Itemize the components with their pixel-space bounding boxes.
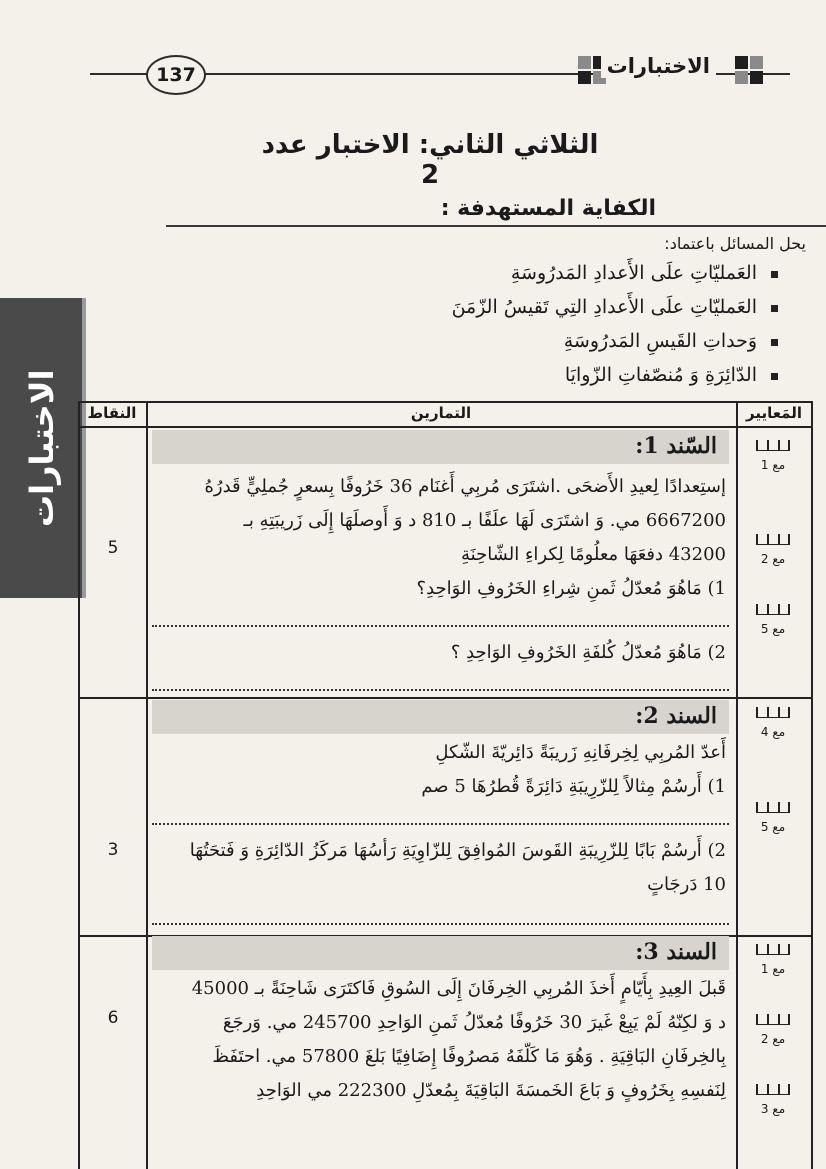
bullet-square-icon	[771, 339, 778, 346]
score-boxes	[756, 944, 790, 955]
sanad-2-points: 3	[107, 840, 119, 860]
criterion-box: مع 3	[738, 1080, 808, 1116]
sanad-1-points: 5	[107, 538, 119, 558]
table-row-rule	[78, 697, 813, 699]
table-header-rule	[78, 426, 813, 428]
sanad-2-line: أَعدّ المُربِي لِخِرفَانِهِ زَريبَةً دَائِريّةَ الشّكلِ	[435, 742, 726, 763]
competence-intro: يحل المسائل باعتماد:	[664, 234, 806, 253]
sanad-1-line: 43200 دفعَهَا معلُومًا لِكراءِ الشّاحِنَةِ	[460, 544, 726, 565]
answer-line	[152, 688, 729, 691]
competence-bullet: الدّائِرَةِ وَ مُنصّفاتِ الزّوايَا	[565, 364, 778, 386]
sanad-1-question: 1) مَاهُوَ مُعدّلُ ثَمنِ شِراءِ الخَرُوفِ الوَاحِدِ؟	[416, 578, 726, 599]
score-boxes	[756, 707, 790, 718]
bullet-square-icon	[771, 271, 778, 278]
sanad-3-points: 6	[107, 1008, 119, 1028]
criterion-box: مع 1	[738, 940, 808, 976]
table-column-divider	[146, 401, 148, 1169]
page-title: الثلاثي الثاني: الاختبار عدد 2	[261, 130, 599, 190]
sanad-1-line: إستِعدادًا لِعيدِ الأَضحَى .اشتَرَى مُربِي أَغنَام 36 خَرُوفًا بِسعرٍ جُملِيٍّ قَدرُهُ	[204, 476, 726, 497]
competence-heading: الكفاية المستهدفة :	[440, 196, 656, 221]
competence-bullet: العَمليّاتِ علَى الأَعدادِ المَدرُوسَةِ	[511, 262, 778, 284]
column-header-criteria: المَعايير	[745, 404, 802, 422]
criterion-box: مع 1	[738, 436, 808, 472]
sanad-1-line: 6667200 مي. وَ اشتَرَى لَهَا علَفًا بـ 810 د وَ أَوصلَهَا إِلَى زَريبَتِهِ بـ	[243, 510, 726, 531]
sanad-3-line: قَبلَ العِيدِ بِأَيّامٍ أَخذَ المُربِي الخِرفَانَ إِلَى السُوقِ فَاكتَرَى شَاحِنَةً بـ 45000	[191, 978, 726, 999]
sanad-3-title: السند 3:	[635, 939, 717, 965]
sanad-3-line: بِالخِرفَانِ البَاقِيَةِ . وَهُوَ مَا كَلّفَهُ مَصرُوفًا إِضَافِيًا بَلغَ 57800 مي. احتَفَظَ	[212, 1046, 726, 1067]
column-header-points: النقاط	[87, 404, 137, 422]
sanad-1-title-bar	[152, 430, 729, 464]
criterion-box: مع 4	[738, 703, 808, 739]
bullet-square-icon	[771, 373, 778, 380]
bullet-square-icon	[771, 305, 778, 312]
answer-line	[152, 822, 729, 825]
criterion-box: مع 2	[738, 1010, 808, 1046]
header-section-title: الاختبارات	[601, 54, 716, 78]
page-number: 137	[146, 55, 206, 95]
competence-bullet: وَحداتِ القَيسِ المَدرُوسَةِ	[564, 330, 778, 352]
score-boxes	[756, 1084, 790, 1095]
score-boxes	[756, 604, 790, 615]
table-column-divider	[736, 401, 738, 1169]
score-boxes	[756, 440, 790, 451]
criterion-box: مع 5	[738, 798, 808, 834]
side-tab-label: الاختبارات	[23, 369, 61, 527]
column-header-exercises: التمارين	[410, 404, 472, 422]
score-boxes	[756, 1014, 790, 1025]
sanad-2-question: 2) أَرسُمْ بَابًا لِلزّرِيبَةِ القَوسَ المُوافِقَ لِلزّاوِيَةِ رَأسُهَا مَركَزُ الدّائِرَةِ وَ فَتحَتُهَا	[189, 840, 726, 861]
competence-rule	[166, 225, 826, 227]
score-boxes	[756, 802, 790, 813]
answer-line	[152, 624, 729, 627]
answer-line	[152, 922, 729, 925]
sanad-2-title: السند 2:	[635, 703, 717, 729]
criterion-box: مع 5	[738, 600, 808, 636]
sanad-3-title-bar	[152, 936, 729, 970]
sanad-2-question: 1) أَرسُمْ مِثالاً لِلزّرِيبَةِ دَائِرَةً قُطرُهَا 5 صم	[421, 776, 726, 797]
bleed-through-text	[170, 140, 175, 158]
sanad-3-line: د وَ لكِنّهُ لَمْ يَبِعْ غَيرَ 30 خَرُوفًا مُعدّلُ ثَمنِ الوَاحِدِ 245700 مي. وَرجَعَ	[222, 1012, 726, 1033]
sanad-2-title-bar	[152, 700, 729, 734]
criterion-box: مع 2	[738, 530, 808, 566]
sanad-1-question: 2) مَاهُوَ مُعدّلُ كُلفَةِ الخَرُوفِ الوَاحِدِ ؟	[450, 642, 726, 663]
competence-bullet: العَمليّاتِ علَى الأَعدادِ التِي تَقيسُ الزّمَنَ	[452, 296, 778, 318]
sanad-1-title: السّند 1:	[635, 433, 717, 459]
sanad-3-line: لِنَفسِهِ بِخَرُوفٍ وَ بَاعَ الخَمسَةَ البَاقِيَةَ بِمُعدّلِ 222300 مي الوَاحِدِ	[256, 1080, 726, 1101]
header-squares-icon	[735, 56, 765, 86]
score-boxes	[756, 534, 790, 545]
sanad-2-question: 10 دَرجَاتٍ	[647, 874, 726, 895]
